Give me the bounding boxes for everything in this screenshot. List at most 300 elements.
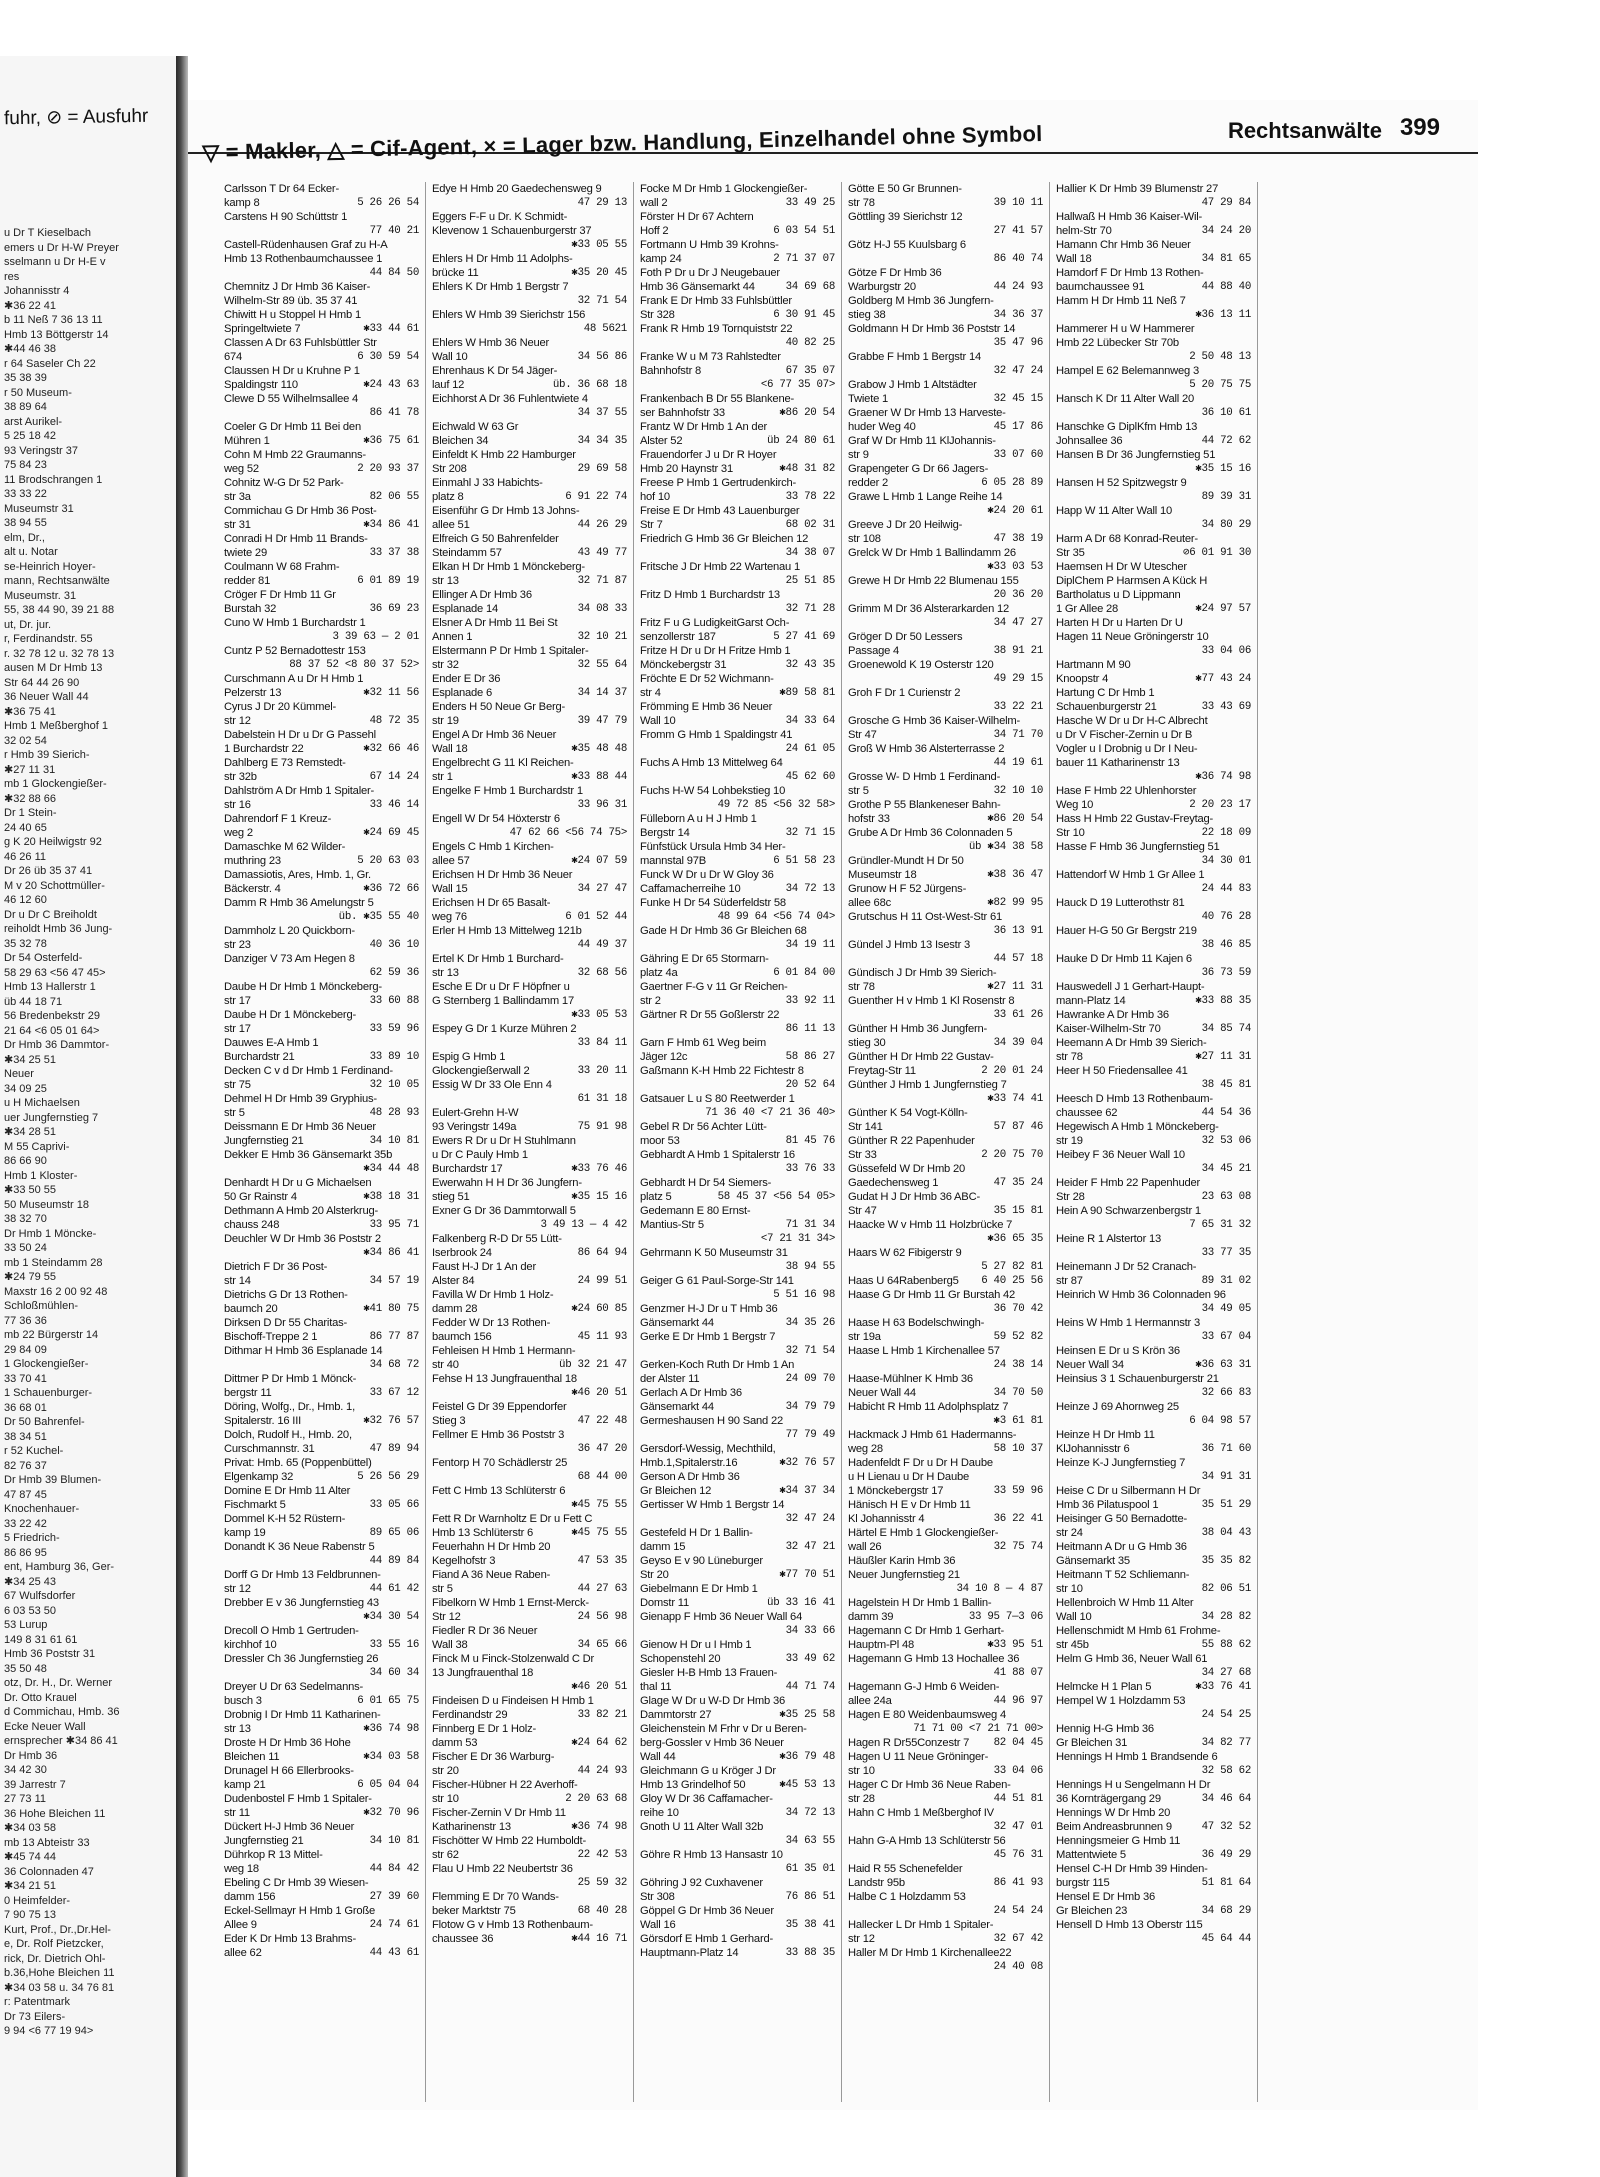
entry-text: Groh F Dr 1 Curienstr 2 <box>848 687 961 699</box>
entry-text: Gienow H Dr u I Hmb 1 <box>640 1639 752 1651</box>
directory-entry <box>224 490 419 504</box>
entry-text: Hauke D Dr Hmb 11 Kajen 6 <box>1056 953 1192 965</box>
directory-entry <box>640 434 835 448</box>
directory-entry <box>432 756 627 770</box>
directory-entry <box>1056 1876 1251 1890</box>
entry-text: beker Marktstr 75 <box>432 1905 516 1917</box>
phone-number: 71 36 40 <7 21 36 40> <box>705 1107 835 1119</box>
directory-entry <box>848 1442 1043 1456</box>
phone-number: 6 04 98 57 <box>1189 1415 1251 1427</box>
directory-entry <box>224 588 419 602</box>
directory-entry <box>848 1666 1043 1680</box>
directory-entry <box>640 1134 835 1148</box>
phone-number: ✱82 99 95 <box>987 897 1043 909</box>
entry-text: Dammtorstr 27 <box>640 1709 712 1721</box>
directory-entry <box>848 1302 1043 1316</box>
directory-entry <box>640 1624 835 1638</box>
phone-number: 24 09 70 <box>785 1373 835 1385</box>
entry-text: kamp 21 <box>224 1779 266 1791</box>
directory-entry <box>640 1246 835 1260</box>
facing-page-line: u Dr T Kieselbach <box>4 227 92 239</box>
phone-number: 33 89 10 <box>369 1051 419 1063</box>
entry-text: str 87 <box>1056 1275 1083 1287</box>
entry-text: u Dr V Fischer-Zernin u Dr B <box>1056 729 1193 741</box>
directory-entry <box>224 1162 419 1176</box>
directory-entry <box>640 1554 835 1568</box>
entry-text: Mönckebergstr 31 <box>640 659 727 671</box>
directory-entry <box>432 1540 627 1554</box>
entry-text: Fuchs H-W 54 Lohbekstieg 10 <box>640 785 786 797</box>
facing-page-line: ✱32 88 66 <box>4 792 57 805</box>
directory-entry <box>848 1050 1043 1064</box>
directory-entry <box>224 728 419 742</box>
phone-number: 32 47 21 <box>785 1541 835 1553</box>
phone-number: 36 13 91 <box>993 925 1043 937</box>
entry-text: Wall 10 <box>640 715 676 727</box>
directory-entry <box>224 1890 419 1904</box>
entry-text: helm-Str 70 <box>1056 225 1112 237</box>
directory-entry <box>848 1554 1043 1568</box>
entry-text: Kl Johannisstr 4 <box>848 1513 925 1525</box>
phone-number: 32 47 24 <box>993 365 1043 377</box>
phone-number: 33 95 71 <box>369 1219 419 1231</box>
directory-entry <box>224 1638 419 1652</box>
directory-entry <box>1056 1680 1251 1694</box>
directory-entry <box>224 1330 419 1344</box>
entry-text: weg 76 <box>432 911 467 923</box>
directory-entry <box>1056 1134 1251 1148</box>
entry-text: Graener W Dr Hmb 13 Harveste- <box>848 407 1006 419</box>
phone-number: 36 22 41 <box>993 1513 1043 1525</box>
directory-entry <box>224 1022 419 1036</box>
phone-number: 45 62 60 <box>785 771 835 783</box>
entry-text: Esche E Dr u Dr F Höpfner u <box>432 981 570 993</box>
directory-entry <box>848 1638 1043 1652</box>
phone-number: 33 96 31 <box>577 799 627 811</box>
facing-page-line: ✱44 46 38 <box>4 343 57 355</box>
directory-entry <box>640 686 835 700</box>
directory-entry <box>432 266 627 280</box>
entry-text: Dabelstein H Dr u Dr G Passehl <box>224 729 376 741</box>
phone-number: 34 39 04 <box>993 1037 1043 1049</box>
directory-entry <box>432 1092 627 1106</box>
facing-page-line: ✱24 79 55 <box>4 1271 57 1283</box>
entry-text: Str 10 <box>1056 827 1085 839</box>
entry-text: Fiedler R Dr 36 Neuer <box>432 1625 538 1637</box>
facing-page-line: 56 Bredenbekstr 29 <box>4 1010 101 1022</box>
directory-entry <box>432 1078 627 1092</box>
directory-entry <box>640 238 835 252</box>
directory-entry <box>848 280 1043 294</box>
phone-number: 44 51 81 <box>993 1793 1043 1805</box>
facing-page-line: Hmb 1 Kloster- <box>4 1169 78 1182</box>
phone-number: 44 49 37 <box>577 939 627 951</box>
directory-entry <box>848 1358 1043 1372</box>
entry-text: Jäger 12c <box>640 1051 688 1063</box>
directory-entry <box>224 1176 419 1190</box>
directory-entry <box>848 448 1043 462</box>
phone-number: ✱33 88 44 <box>571 771 627 783</box>
directory-entry <box>1056 1862 1251 1876</box>
entry-text: Str 28 <box>1056 1191 1085 1203</box>
entry-text: mannstal 97B <box>640 855 707 867</box>
directory-entry <box>848 504 1043 518</box>
entry-text: Gaedechensweg 1 <box>848 1177 939 1189</box>
phone-number: ✱33 03 53 <box>987 561 1043 573</box>
directory-entry <box>1056 1204 1251 1218</box>
entry-text: Hallier K Dr Hmb 39 Blumenstr 27 <box>1056 183 1219 195</box>
facing-page-line: 1 Schauenburger- <box>4 1387 93 1399</box>
directory-entry <box>432 1918 627 1932</box>
phone-number: 34 79 79 <box>785 1401 835 1413</box>
entry-text: Falkenberg R-D Dr 55 Lütt- <box>432 1233 562 1245</box>
phone-number: 44 19 61 <box>993 757 1043 769</box>
entry-text: Heisinger G 50 Bernadotte- <box>1056 1513 1187 1525</box>
entry-text: Göppel G Dr Hmb 36 Neuer <box>640 1905 774 1917</box>
entry-text: der Alster 11 <box>640 1373 700 1385</box>
directory-entry <box>640 602 835 616</box>
facing-page-line: ✱45 74 44 <box>4 1851 57 1863</box>
entry-text: Gersdorf-Wessig, Mechthild, <box>640 1443 776 1455</box>
directory-entry <box>432 1806 627 1820</box>
entry-text: Frankenbach B Dr 55 Blankene- <box>640 393 795 405</box>
directory-entry <box>224 1078 419 1092</box>
entry-text: Kegelhofstr 3 <box>432 1555 496 1567</box>
directory-entry <box>432 966 627 980</box>
entry-text: Hagen E 80 Weidenbaumsweg 4 <box>848 1709 1006 1721</box>
directory-entry <box>432 812 627 826</box>
directory-entry <box>640 994 835 1008</box>
phone-number: 89 39 31 <box>1201 491 1251 503</box>
entry-text: chauss 248 <box>224 1219 280 1231</box>
directory-entry <box>1056 1890 1251 1904</box>
directory-entry <box>1056 1456 1251 1470</box>
directory-entry <box>1056 1316 1251 1330</box>
directory-entry <box>848 1372 1043 1386</box>
phone-number: 67 35 07 <box>785 365 835 377</box>
directory-entry <box>432 1764 627 1778</box>
directory-entry <box>848 1484 1043 1498</box>
directory-entry <box>640 1106 835 1120</box>
facing-page-line: mb 13 Abteistr 33 <box>4 1836 90 1849</box>
entry-text: Günther K 54 Vogt-Kölln- <box>848 1107 968 1119</box>
entry-text: Hahn C Hmb 1 Meßberghof IV <box>848 1807 994 1819</box>
entry-text: Hmb 13 Grindelhof 50 <box>640 1779 746 1791</box>
directory-entry <box>432 518 627 532</box>
directory-entry <box>432 1218 627 1232</box>
entry-text: Burstah 32 <box>224 603 277 615</box>
facing-page-line: Museumstr. 31 <box>4 589 77 602</box>
entry-text: str 10 <box>848 1765 875 1777</box>
entry-text: str 108 <box>848 533 881 545</box>
entry-text: str 78 <box>848 981 875 993</box>
directory-entry <box>1056 1848 1251 1862</box>
entry-text: Eisenführ G Dr Hmb 13 Johns- <box>432 505 580 517</box>
entry-text: Wall 16 <box>640 1919 676 1931</box>
phone-number: 3 39 63 — 2 01 <box>332 631 419 643</box>
facing-page-line: 86 66 90 <box>4 1155 47 1167</box>
directory-entry <box>432 1554 627 1568</box>
directory-entry <box>432 1526 627 1540</box>
directory-entry <box>848 392 1043 406</box>
directory-entry <box>432 1372 627 1386</box>
facing-page-line: ✱27 11 31 <box>4 763 56 776</box>
column-4 <box>842 182 1050 2102</box>
entry-text: Frank R Hmb 19 Tornquiststr 22 <box>640 323 793 335</box>
directory-entry <box>1056 1932 1251 1946</box>
entry-text: mann-Platz 14 <box>1056 995 1126 1007</box>
facing-page-line: ✱34 25 43 <box>4 1575 57 1588</box>
entry-text: Espey G Dr 1 Kurze Mühren 2 <box>432 1023 577 1035</box>
phone-number: 34 35 26 <box>785 1317 835 1329</box>
facing-page-line: 27 73 11 <box>4 1793 47 1805</box>
entry-text: Springeltwiete 7 <box>224 323 301 335</box>
entry-text: Engels C Hmb 1 Kirchen- <box>432 841 554 853</box>
phone-number: <7 21 31 34> <box>760 1233 835 1245</box>
directory-entry <box>848 1568 1043 1582</box>
phone-number: 34 71 70 <box>993 729 1043 741</box>
directory-entry <box>848 1246 1043 1260</box>
directory-entry <box>848 840 1043 854</box>
entry-text: Heer H 50 Friedensallee 41 <box>1056 1065 1188 1077</box>
directory-entry <box>224 1750 419 1764</box>
phone-number: 33 59 96 <box>369 1023 419 1035</box>
phone-number: ✱86 20 54 <box>779 407 835 419</box>
phone-number: üb 32 21 47 <box>559 1359 627 1371</box>
phone-number: ✱34 86 41 <box>363 1247 419 1259</box>
entry-text: Edye H Hmb 20 Gaedechensweg 9 <box>432 183 602 195</box>
entry-text: Hauptmann-Platz 14 <box>640 1947 739 1959</box>
phone-number: 76 86 51 <box>785 1891 835 1903</box>
entry-text: Groß W Hmb 36 Alsterterrasse 2 <box>848 743 1005 755</box>
directory-entry <box>1056 420 1251 434</box>
entry-text: Mantius-Str 5 <box>640 1219 704 1231</box>
directory-entry <box>432 1624 627 1638</box>
phone-number: 86 77 87 <box>369 1331 419 1343</box>
entry-text: Ewers R Dr u Dr H Stuhlmann <box>432 1135 576 1147</box>
entry-text: Fiand A 36 Neue Raben- <box>432 1569 551 1581</box>
directory-entry <box>848 1470 1043 1484</box>
entry-text: Bleichen 34 <box>432 435 489 447</box>
facing-page-line: mb 1 Steindamm 28 <box>4 1256 103 1269</box>
directory-entry <box>1056 1750 1251 1764</box>
facing-page-line: b.36,Hohe Bleichen 11 <box>4 1967 115 1979</box>
phone-number: 67 14 24 <box>369 771 419 783</box>
directory-entry <box>224 1624 419 1638</box>
directory-entry <box>640 588 835 602</box>
directory-entry <box>640 1792 835 1806</box>
entry-text: allee 24a <box>848 1695 892 1707</box>
directory-entry <box>848 1694 1043 1708</box>
directory-entry <box>1056 1400 1251 1414</box>
facing-page-line: Hmb 13 Böttgerstr 14 <box>4 328 109 341</box>
directory-entry <box>848 1204 1043 1218</box>
directory-entry <box>224 658 419 672</box>
phone-number: 44 72 62 <box>1201 435 1251 447</box>
directory-entry <box>640 644 835 658</box>
facing-page-line: r 64 Saseler Ch 22 <box>4 357 96 370</box>
directory-entry <box>640 1484 835 1498</box>
entry-text: str 2 <box>640 995 661 1007</box>
directory-entry <box>640 336 835 350</box>
phone-number: 33 04 06 <box>1201 645 1251 657</box>
phone-number: 41 88 07 <box>993 1667 1043 1679</box>
directory-entry <box>848 1540 1043 1554</box>
entry-text: Gade H Dr Hmb 36 Gr Bleichen 68 <box>640 925 807 937</box>
directory-entry <box>848 602 1043 616</box>
directory-entry <box>224 1106 419 1120</box>
entry-text: Engell W Dr 54 Höxterstr 6 <box>432 813 560 825</box>
phone-number: 44 43 61 <box>369 1947 419 1959</box>
entry-text: str 19 <box>1056 1135 1083 1147</box>
directory-entry <box>224 826 419 840</box>
entry-text: Dreyer U Dr 63 Sedelmanns- <box>224 1681 364 1693</box>
entry-text: str 32 <box>432 659 459 671</box>
entry-text: Droste H Dr Hmb 36 Hohe <box>224 1737 351 1749</box>
entry-text: Beim Andreasbrunnen 9 <box>1056 1821 1172 1833</box>
entry-text: Deuchler W Dr Hmb 36 Poststr 2 <box>224 1233 381 1245</box>
directory-entry <box>640 1456 835 1470</box>
entry-text: Ehlers W Hmb 36 Neuer <box>432 337 550 349</box>
facing-page-line: 67 Wulfsdorfer <box>4 1590 76 1602</box>
directory-entry <box>848 1190 1043 1204</box>
entry-text: allee 57 <box>432 855 470 867</box>
entry-text: Heinsius 3 1 Schauenburgerstr 21 <box>1056 1373 1219 1385</box>
directory-entry <box>640 714 835 728</box>
directory-entry <box>640 1876 835 1890</box>
directory-entry <box>1056 1778 1251 1792</box>
column-6 <box>1258 182 1466 2102</box>
phone-number: 34 37 55 <box>577 407 627 419</box>
entry-text: Fischer-Hübner H 22 Averhoff- <box>432 1779 578 1791</box>
directory-entry <box>1056 518 1251 532</box>
entry-text: Hennig H-G Hmb 36 <box>1056 1723 1154 1735</box>
directory-columns <box>218 182 1468 2102</box>
directory-entry <box>432 728 627 742</box>
directory-entry <box>224 392 419 406</box>
directory-entry <box>1056 1596 1251 1610</box>
phone-number: ✱86 20 54 <box>987 813 1043 825</box>
entry-text: str 10 <box>1056 1583 1083 1595</box>
entry-text: Guenther H v Hmb 1 Kl Rosenstr 8 <box>848 995 1015 1007</box>
facing-page-line: M v 20 Schottmüller- <box>4 879 105 892</box>
directory-entry <box>848 1456 1043 1470</box>
directory-entry <box>224 644 419 658</box>
directory-entry <box>848 1680 1043 1694</box>
phone-number: 81 45 76 <box>785 1135 835 1147</box>
entry-text: Warburgstr 20 <box>848 281 916 293</box>
directory-entry <box>224 630 419 644</box>
entry-text: Gänsemarkt 35 <box>1056 1555 1130 1567</box>
entry-text: Conradi H Dr Hmb 11 Brands- <box>224 533 368 545</box>
directory-entry <box>640 252 835 266</box>
directory-entry <box>640 1946 835 1960</box>
facing-page-line: 149 8 31 61 61 <box>4 1633 78 1646</box>
phone-number: 32 66 83 <box>1201 1387 1251 1399</box>
phone-number: ✱34 37 34 <box>779 1485 835 1497</box>
facing-page-line: 5 Friedrich- <box>4 1532 60 1544</box>
directory-entry <box>1056 1120 1251 1134</box>
directory-entry <box>848 1316 1043 1330</box>
phone-number: 86 41 78 <box>369 407 419 419</box>
directory-entry <box>432 630 627 644</box>
entry-text: Hagemann G Hmb 13 Hochallee 36 <box>848 1653 1020 1665</box>
phone-number: 34 10 81 <box>369 1835 419 1847</box>
phone-number: 34 80 29 <box>1201 519 1251 531</box>
directory-entry <box>432 1610 627 1624</box>
phone-number: 89 31 02 <box>1201 1275 1251 1287</box>
phone-number: 34 46 64 <box>1201 1793 1251 1805</box>
directory-entry <box>848 1008 1043 1022</box>
facing-page-line: ✱34 21 51 <box>4 1880 57 1892</box>
phone-number: 33 77 35 <box>1201 1247 1251 1259</box>
entry-text: u Dr C Pauly Hmb 1 <box>432 1149 528 1161</box>
entry-text: Habicht R Hmb 11 Adolphsplatz 7 <box>848 1401 1009 1413</box>
directory-entry <box>1056 1554 1251 1568</box>
directory-entry <box>432 252 627 266</box>
directory-entry <box>1056 560 1251 574</box>
entry-text: Haase G Dr Hmb 11 Gr Burstah 42 <box>848 1289 1016 1301</box>
facing-page-line: 35 38 39 <box>4 372 47 384</box>
entry-text: Burchardstr 21 <box>224 1051 295 1063</box>
entry-text: Ehrenhaus K Dr 54 Jäger- <box>432 365 558 377</box>
directory-entry <box>1056 616 1251 630</box>
facing-page-line: 7 90 75 13 <box>4 1909 56 1921</box>
facing-page-line: Knochenhauer- <box>4 1503 80 1515</box>
directory-entry <box>432 1666 627 1680</box>
phone-number: ✱33 05 53 <box>571 1009 627 1021</box>
phone-number: ✱46 20 51 <box>571 1681 627 1693</box>
directory-entry <box>640 798 835 812</box>
entry-text: str 28 <box>848 1793 875 1805</box>
directory-entry <box>224 812 419 826</box>
phone-number: 5 27 82 81 <box>981 1261 1043 1273</box>
entry-text: Passage 4 <box>848 645 900 657</box>
phone-number: 5 51 16 98 <box>773 1289 835 1301</box>
entry-text: Fischer E Dr 36 Warburg- <box>432 1751 555 1763</box>
directory-entry <box>1056 602 1251 616</box>
phone-number: ✱33 95 51 <box>987 1639 1043 1651</box>
entry-text: str 20 <box>432 1765 459 1777</box>
facing-page-line: Dr u Dr C Breiholdt <box>4 908 97 921</box>
facing-page-line: Dr 54 Osterfeld- <box>4 952 83 964</box>
directory-entry <box>432 1106 627 1120</box>
phone-number: 47 29 84 <box>1201 197 1251 209</box>
entry-text: Damassiotis, Ares, Hmb. 1, Gr. <box>224 869 371 881</box>
entry-text: Einfeldt K Hmb 22 Hamburger <box>432 449 576 461</box>
entry-text: Hansen H 52 Spitzwegstr 9 <box>1056 477 1187 489</box>
entry-text: Fibelkorn W Hmb 1 Ernst-Merck- <box>432 1597 589 1609</box>
phone-number: ✱35 15 16 <box>571 1191 627 1203</box>
directory-entry <box>432 1708 627 1722</box>
entry-text: Frauendorfer J u Dr R Hoyer <box>640 449 777 461</box>
entry-text: Enders H 50 Neue Gr Berg- <box>432 701 566 713</box>
phone-number: 36 10 61 <box>1201 407 1251 419</box>
facing-page-line: Schloßmühlen- <box>4 1300 78 1312</box>
phone-number: 33 59 96 <box>993 1485 1043 1497</box>
directory-entry <box>640 1722 835 1736</box>
directory-entry <box>1056 294 1251 308</box>
phone-number: 44 24 93 <box>993 281 1043 293</box>
facing-page-line: mb 1 Glockengießer- <box>4 778 107 790</box>
entry-text: Stieg 3 <box>432 1415 466 1427</box>
entry-text: burgstr 115 <box>1056 1877 1110 1889</box>
directory-entry <box>432 1932 627 1946</box>
phone-number: 32 71 87 <box>577 575 627 587</box>
entry-text: Katharinenstr 13 <box>432 1821 511 1833</box>
facing-page-line: 38 89 64 <box>4 401 47 413</box>
entry-text: Findeisen D u Findeisen H Hmb 1 <box>432 1695 594 1707</box>
